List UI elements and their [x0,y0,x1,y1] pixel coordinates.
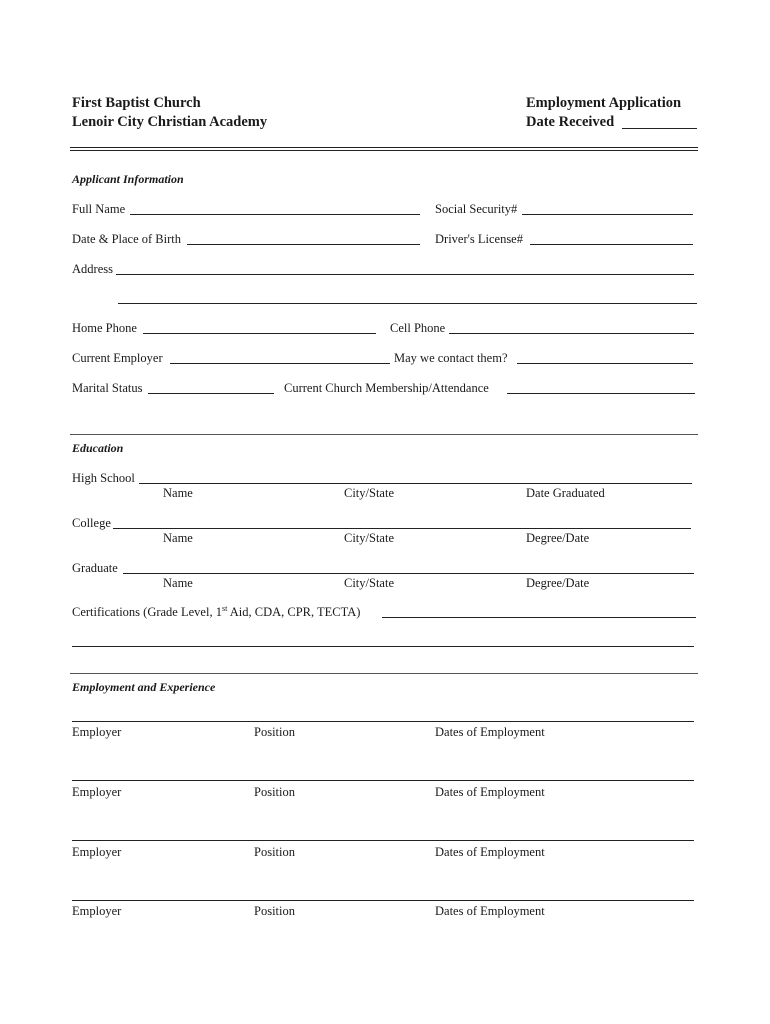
high-school-field[interactable] [139,469,692,484]
may-contact-field[interactable] [517,350,693,364]
section-divider [70,434,698,435]
cell-phone-field[interactable] [449,320,694,334]
dates-caption-1: Dates of Employment [435,725,545,739]
position-caption-2: Position [254,785,295,799]
may-contact-label: May we contact them? [394,351,508,365]
address-field[interactable] [116,260,694,275]
employment-section-title: Employment and Experience [72,680,216,694]
section-divider [70,673,698,674]
certifications-label: Certifications (Grade Level, 1st Aid, CDA, CPR, TECTA) [72,603,361,619]
home-phone-label: Home Phone [72,321,137,335]
church-membership-label: Current Church Membership/Attendance [284,381,489,395]
college-degree-date-caption: Degree/Date [526,531,590,545]
full-name-label: Full Name [72,202,126,216]
high-school-label: High School [72,471,135,485]
dob-place-field[interactable] [187,230,420,245]
current-employer-label: Current Employer [72,351,163,365]
grad-city-state-caption: City/State [344,576,394,590]
hs-date-graduated-caption: Date Graduated [526,486,605,500]
ssn-field[interactable] [522,200,693,215]
position-caption-3: Position [254,845,295,859]
position-caption-1: Position [254,725,295,739]
employer-entry-field-3[interactable] [72,840,694,841]
marital-status-label: Marital Status [72,381,143,395]
graduate-label: Graduate [72,561,118,575]
employer-caption-2: Employer [72,785,122,799]
dob-place-label: Date & Place of Birth [72,232,181,246]
dates-caption-4: Dates of Employment [435,904,545,918]
cell-phone-label: Cell Phone [390,321,446,335]
address-label: Address [72,262,113,276]
drivers-license-field[interactable] [530,230,693,245]
church-membership-field[interactable] [507,380,695,394]
document-title: Employment Application [526,95,682,111]
college-name-caption: Name [163,531,193,545]
grad-degree-date-caption: Degree/Date [526,576,590,590]
date-received-field[interactable] [622,113,697,129]
dates-caption-3: Dates of Employment [435,845,545,859]
college-label: College [72,516,111,530]
grad-name-caption: Name [163,576,193,590]
drivers-license-label: Driver's License# [435,232,523,246]
header-divider-second [70,150,698,151]
education-section-title: Education [72,441,124,455]
employer-entry-field-2[interactable] [72,780,694,781]
employer-caption-1: Employer [72,725,122,739]
hs-name-caption: Name [163,486,193,500]
certifications-field[interactable] [382,603,696,618]
home-phone-field[interactable] [143,320,376,334]
employer-entry-field-4[interactable] [72,900,694,901]
school-name: Lenoir City Christian Academy [72,114,268,130]
current-employer-field[interactable] [170,350,390,364]
college-city-state-caption: City/State [344,531,394,545]
certifications-field-line2[interactable] [72,646,694,647]
employer-caption-4: Employer [72,904,122,918]
employer-caption-3: Employer [72,845,122,859]
organization-name: First Baptist Church [72,95,201,111]
full-name-field[interactable] [130,200,420,215]
dates-caption-2: Dates of Employment [435,785,545,799]
applicant-section-title: Applicant Information [72,172,184,186]
header-divider [70,147,698,148]
hs-city-state-caption: City/State [344,486,394,500]
ssn-label: Social Security# [435,202,518,216]
college-field[interactable] [113,514,691,529]
address-field-line2[interactable] [118,290,697,304]
date-received-label: Date Received [526,114,615,130]
graduate-field[interactable] [123,559,694,574]
marital-status-field[interactable] [148,380,274,394]
employer-entry-field-1[interactable] [72,721,694,722]
position-caption-4: Position [254,904,295,918]
